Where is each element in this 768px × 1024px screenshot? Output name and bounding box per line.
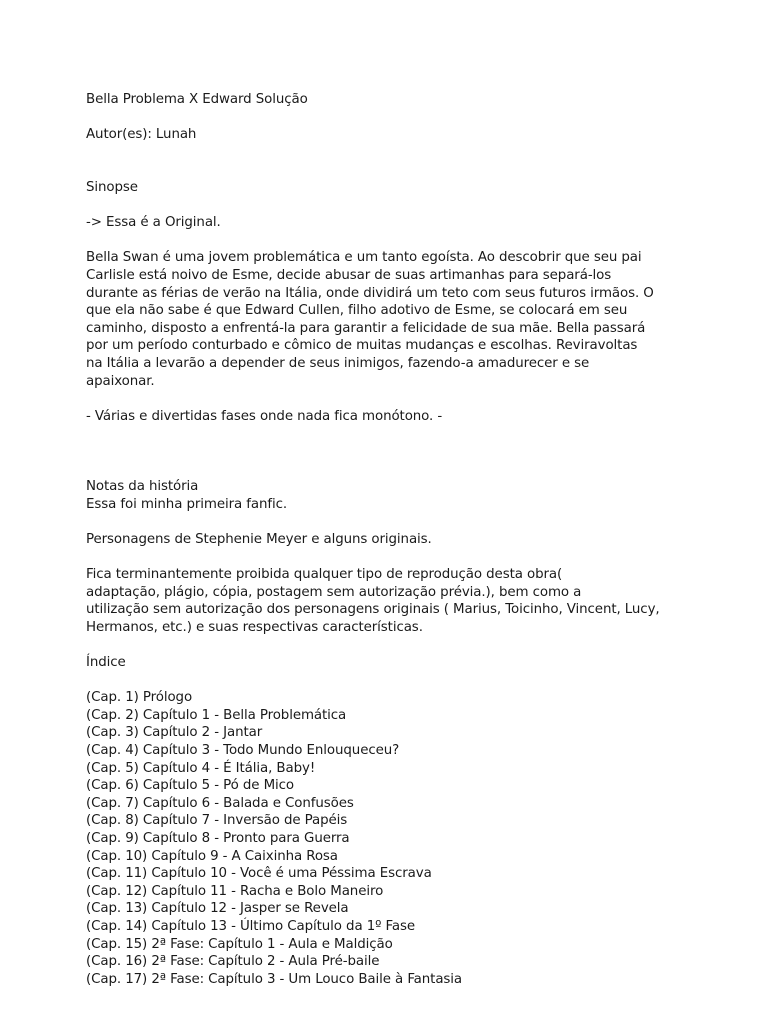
chapter-link[interactable]: (Cap. 11) Capítulo 10 - Você é uma Péssima Escrava <box>86 866 432 882</box>
chapter-link[interactable]: (Cap. 10) Capítulo 9 - A Caixinha Rosa <box>86 848 338 864</box>
chapter-link[interactable]: (Cap. 6) Capítulo 5 - Pó de Mico <box>86 778 295 794</box>
synopsis-heading: Sinopse <box>86 179 138 195</box>
story-title: Bella Problema X Edward Solução <box>86 92 308 107</box>
prohibition-text <box>86 566 716 636</box>
chapter-link[interactable]: (Cap. 5) Capítulo 4 - É Itália, Baby! <box>86 760 316 776</box>
prohibition-line: Hermanos, etc.) e suas respectivas características. <box>86 619 423 635</box>
document-page <box>86 91 716 988</box>
chapter-link[interactable]: (Cap. 4) Capítulo 3 - Todo Mundo Enlouqueceu? <box>86 742 400 758</box>
chapter-link[interactable]: (Cap. 1) Prólogo <box>86 690 193 706</box>
synopsis-text <box>86 249 716 390</box>
prohibition-line: utilização sem autorização dos personagens originais ( Marius, Toicinho, Vincent, Lucy, <box>86 602 660 618</box>
synopsis-line: na Itália a levarão a depender de seus inimigos, fazendo-a amadurecer e se <box>86 355 590 371</box>
synopsis-line: apaixonar. <box>86 373 155 389</box>
chapter-link[interactable]: (Cap. 17) 2ª Fase: Capítulo 3 - Um Louco Baile à Fantasia <box>86 971 463 987</box>
chapter-link[interactable]: (Cap. 8) Capítulo 7 - Inversão de Papéis <box>86 813 348 829</box>
chapter-index <box>86 689 716 988</box>
chapter-link[interactable]: (Cap. 7) Capítulo 6 - Balada e Confusões <box>86 795 354 811</box>
synopsis-line: durante as férias de verão na Itália, onde dividirá um teto com seus futuros irmãos. O <box>86 285 654 301</box>
characters-note: Personagens de Stephenie Meyer e alguns originais. <box>86 531 432 547</box>
synopsis-line: caminho, disposto a enfrentá-la para garantir a felicidade de sua mãe. Bella passará <box>86 320 646 336</box>
synopsis-line: Bella Swan é uma jovem problemática e um tanto egoísta. Ao descobrir que seu pai <box>86 250 642 266</box>
synopsis-line: que ela não sabe é que Edward Cullen, filho adotivo de Esme, se colocará em seu <box>86 303 628 319</box>
prohibition-line: Fica terminantemente proibida qualquer tipo de reprodução desta obra( <box>86 567 563 583</box>
chapter-link[interactable]: (Cap. 13) Capítulo 12 - Jasper se Revela <box>86 901 349 917</box>
index-heading: Índice <box>86 655 126 671</box>
prohibition-line: adaptação, plágio, cópia, postagem sem autorização prévia.), bem como a <box>86 584 582 600</box>
chapter-link[interactable]: (Cap. 2) Capítulo 1 - Bella Problemática <box>86 707 347 723</box>
notes-first-line: Essa foi minha primeira fanfic. <box>86 496 288 512</box>
notes-heading: Notas da história <box>86 479 199 495</box>
chapter-link[interactable]: (Cap. 9) Capítulo 8 - Pronto para Guerra <box>86 830 350 846</box>
author-line: Autor(es): Lunah <box>86 127 197 143</box>
chapter-link[interactable]: (Cap. 16) 2ª Fase: Capítulo 2 - Aula Pré-baile <box>86 954 380 970</box>
chapter-link[interactable]: (Cap. 15) 2ª Fase: Capítulo 1 - Aula e Maldição <box>86 936 393 952</box>
chapter-link[interactable]: (Cap. 14) Capítulo 13 - Último Capítulo da 1º Fase <box>86 918 415 934</box>
chapter-link[interactable]: (Cap. 12) Capítulo 11 - Racha e Bolo Maneiro <box>86 883 384 899</box>
synopsis-line: por um período conturbado e cômico de muitas mudanças e escolhas. Reviravoltas <box>86 338 638 354</box>
original-note: -> Essa é a Original. <box>86 215 221 231</box>
synopsis-line: Carlisle está noivo de Esme, decide abusar de suas artimanhas para separá-los <box>86 267 612 283</box>
chapter-link[interactable]: (Cap. 3) Capítulo 2 - Jantar <box>86 725 263 741</box>
phases-note: - Várias e divertidas fases onde nada fica monótono. - <box>86 408 443 424</box>
